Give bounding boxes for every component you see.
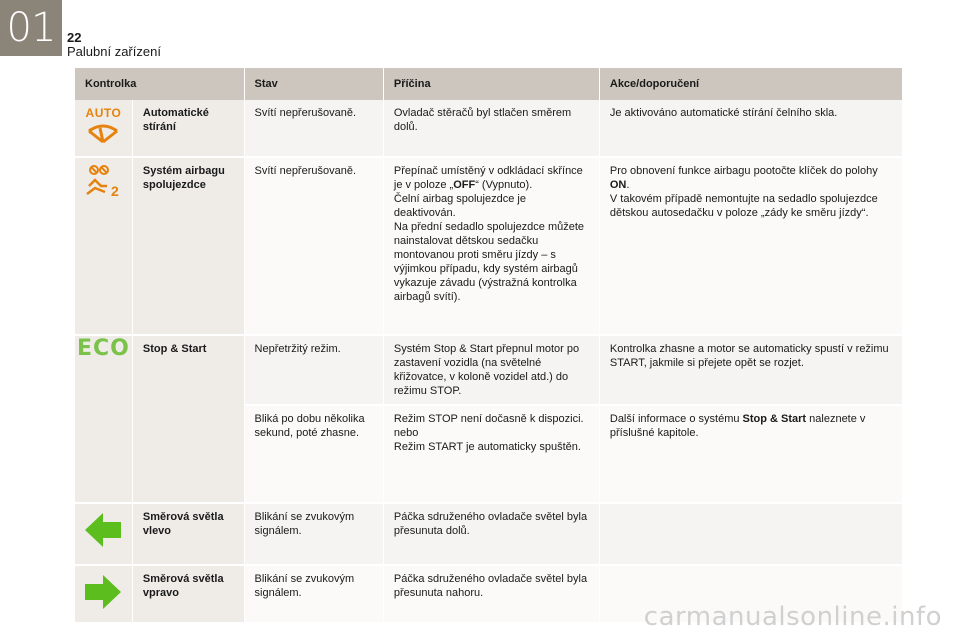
cause-text-bold: OFF <box>453 179 476 191</box>
action-text-bold: Stop & Start <box>742 413 807 425</box>
light-name: Automatické stírání <box>133 100 245 158</box>
svg-text:2: 2 <box>111 183 120 198</box>
cause-text-b: nebo <box>393 427 419 439</box>
light-name: Systém airbagu spolujezdce <box>133 158 245 336</box>
watermark: carmanualsonline.info <box>643 602 942 632</box>
light-action <box>600 406 903 504</box>
cause-text-rest: Čelní airbag spolujezdce je deaktivován. <box>393 193 526 219</box>
light-cause: Ovladač stěračů byl stlačen směrem dolů. <box>384 100 600 158</box>
table-row <box>75 504 903 566</box>
light-action <box>600 158 903 336</box>
cause-text-more: Na přední sedadlo spolujezdce můžete nainstalovat dětskou sedačku montovanou proti směru jízdy – s výjimkou případu, kdy systém airbagů vykazuje závadu (výstražná kontrolka airbagů svítí). <box>393 221 585 303</box>
page-number: 22 <box>67 30 82 45</box>
light-state: Svítí nepřerušovaně. <box>245 100 384 158</box>
action-text-pre: Další informace o systému <box>609 413 743 425</box>
eco-icon <box>75 336 133 504</box>
action-text-pre: Pro obnovení funkce airbagu pootočte klíček do polohy <box>609 165 878 177</box>
chapter-number: 01 <box>6 5 56 51</box>
chapter-marker <box>0 0 62 56</box>
eco-label: ECO <box>77 336 130 361</box>
light-cause: Páčka sdruženého ovladače světel byla přesunuta nahoru. <box>384 566 600 624</box>
auto-label: AUTO <box>85 106 122 120</box>
light-state: Blikání se zvukovým signálem. <box>245 504 384 566</box>
turn-right-arrow-icon <box>75 566 133 624</box>
col-header-light: Kontrolka <box>75 68 245 100</box>
warning-lights-table <box>75 68 903 624</box>
light-cause <box>384 406 600 504</box>
action-text-post: . <box>626 179 630 191</box>
light-cause: Systém Stop & Start přepnul motor po zastavení vozidla (na světelné křižovatce, v koloně vozidel atd.) do režimu STOP. <box>384 336 600 406</box>
col-header-state: Stav <box>245 68 384 100</box>
light-state: Blikání se zvukovým signálem. <box>245 566 384 624</box>
cause-text-c: Režim START je automaticky spuštěn. <box>393 441 581 453</box>
light-cause <box>384 158 600 336</box>
turn-left-arrow-icon <box>75 504 133 566</box>
table-row <box>75 100 903 158</box>
light-state: Bliká po dobu několika sekund, poté zhasne. <box>245 406 384 504</box>
passenger-airbag-off-icon <box>75 158 133 336</box>
action-text-bold: ON <box>609 179 627 191</box>
table-row <box>75 158 903 336</box>
light-name: Směrová světla vlevo <box>133 504 245 566</box>
action-text-post: naleznete v příslušné kapitole. <box>609 413 866 439</box>
cause-text-a: Režim STOP není dočasně k dispozici. <box>393 413 584 425</box>
col-header-action: Akce/doporučení <box>600 68 903 100</box>
wiper-auto-icon <box>75 100 133 158</box>
col-header-cause: Příčina <box>384 68 600 100</box>
light-cause: Páčka sdruženého ovladače světel byla přesunuta dolů. <box>384 504 600 566</box>
light-state: Nepřetržitý režim. <box>245 336 384 406</box>
light-action: Kontrolka zhasne a motor se automaticky spustí v režimu START, jakmile si přejete opět se rozjet. <box>600 336 903 406</box>
table-row <box>75 336 903 406</box>
section-title: Palubní zařízení <box>67 44 161 59</box>
light-action <box>600 504 903 566</box>
light-action: Je aktivováno automatické stírání čelního skla. <box>600 100 903 158</box>
light-state: Svítí nepřerušovaně. <box>245 158 384 336</box>
cause-text-post: “ (Vypnuto). <box>475 179 533 191</box>
table-header-row <box>75 68 903 100</box>
light-name: Směrová světla vpravo <box>133 566 245 624</box>
light-name: Stop & Start <box>133 336 245 504</box>
action-text-rest: V takovém případě nemontujte na sedadlo spolujezdce dětskou autosedačku v poloze „zády ke směru jízdy“. <box>609 193 878 219</box>
cause-text-pre: Přepínač umístěný v odkládací skřínce je v poloze „ <box>393 165 583 191</box>
